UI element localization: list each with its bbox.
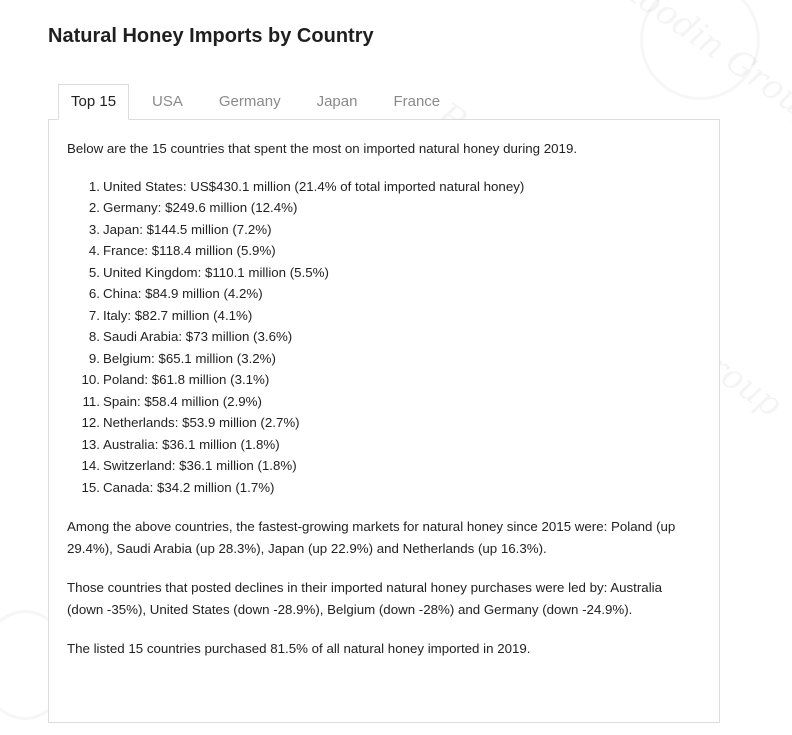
rank-number: 6. xyxy=(88,286,100,301)
tab-japan[interactable]: Japan xyxy=(316,93,358,110)
list-item xyxy=(67,477,701,499)
list-item xyxy=(67,391,701,413)
decline-paragraph: Those countries that posted declines in their imported natural honey purchases were led by: Australia (down -35%), United States (down -28.9%), Belgium (down -28%) and Germany (down -24.9%). xyxy=(67,580,663,617)
rank-text: China: $84.9 million (4.2%) xyxy=(103,286,263,301)
rank-number: 1. xyxy=(88,178,100,194)
rank-text: United Kingdom: $110.1 million (5.5%) xyxy=(103,264,329,280)
list-item xyxy=(67,455,701,477)
rank-text: Japan: $144.5 million (7.2%) xyxy=(103,221,272,237)
list-item xyxy=(67,240,701,262)
tab-top-15[interactable]: Top 15 xyxy=(58,84,129,120)
rank-number: 10. xyxy=(81,372,100,387)
rank-number: 8. xyxy=(88,329,100,344)
rank-number: 9. xyxy=(88,350,100,366)
list-item xyxy=(67,219,701,241)
watermark-text xyxy=(610,0,792,135)
rank-text: Australia: $36.1 million (1.8%) xyxy=(103,436,280,452)
list-item xyxy=(67,197,701,219)
tab-content-panel xyxy=(48,119,720,723)
rank-number: 11. xyxy=(82,393,100,409)
list-item xyxy=(67,369,701,391)
rank-text: Poland: $61.8 million (3.1%) xyxy=(103,372,270,387)
tab-france[interactable]: France xyxy=(393,93,441,110)
rank-text: Switzerland: $36.1 million (1.8%) xyxy=(103,458,297,473)
rank-number: 14. xyxy=(81,458,100,473)
rank-text: Saudi Arabia: $73 million (3.6%) xyxy=(103,329,293,344)
rank-text: United States: US$430.1 million (21.4% of total imported natural honey) xyxy=(103,178,525,194)
intro-paragraph: Below are the 15 countries that spent the most on imported natural honey during 2019. xyxy=(67,141,578,156)
page-title: Natural Honey Imports by Country xyxy=(48,25,374,47)
rank-text: Canada: $34.2 million (1.7%) xyxy=(103,479,275,495)
rank-number: 7. xyxy=(88,307,100,323)
list-item xyxy=(67,176,701,198)
rank-number: 12. xyxy=(81,415,100,430)
rank-text: Spain: $58.4 million (2.9%) xyxy=(103,393,262,409)
rank-number: 5. xyxy=(88,264,100,280)
list-item xyxy=(67,326,701,348)
growth-paragraph: Among the above countries, the fastest-growing markets for natural honey since 2015 were: Poland (up 29.4%), Saudi Arabia (up 28.3%), Japan (up 22.9%) and Netherlands (up 16.3%). xyxy=(67,519,676,556)
list-item xyxy=(67,412,701,434)
rank-number: 13. xyxy=(81,436,100,452)
summary-paragraph: The listed 15 countries purchased 81.5% of all natural honey imported in 2019. xyxy=(67,641,531,656)
tab-usa[interactable]: USA xyxy=(152,93,183,110)
list-item xyxy=(67,305,701,327)
ranking-list xyxy=(67,176,701,499)
rank-number: 2. xyxy=(88,200,100,215)
list-item xyxy=(67,262,701,284)
rank-text: Italy: $82.7 million (4.1%) xyxy=(103,307,253,323)
rank-text: Belgium: $65.1 million (3.2%) xyxy=(103,350,276,366)
rank-number: 15. xyxy=(81,479,100,495)
rank-text: Netherlands: $53.9 million (2.7%) xyxy=(103,415,300,430)
tab-bar xyxy=(58,84,463,120)
rank-text: France: $118.4 million (5.9%) xyxy=(103,243,276,258)
list-item xyxy=(67,283,701,305)
tab-germany[interactable]: Germany xyxy=(218,93,281,110)
list-item xyxy=(67,348,701,370)
list-item xyxy=(67,434,701,456)
rank-number: 4. xyxy=(88,243,100,258)
watermark-seal xyxy=(640,0,760,100)
rank-number: 3. xyxy=(88,221,100,237)
rank-text: Germany: $249.6 million (12.4%) xyxy=(103,200,298,215)
